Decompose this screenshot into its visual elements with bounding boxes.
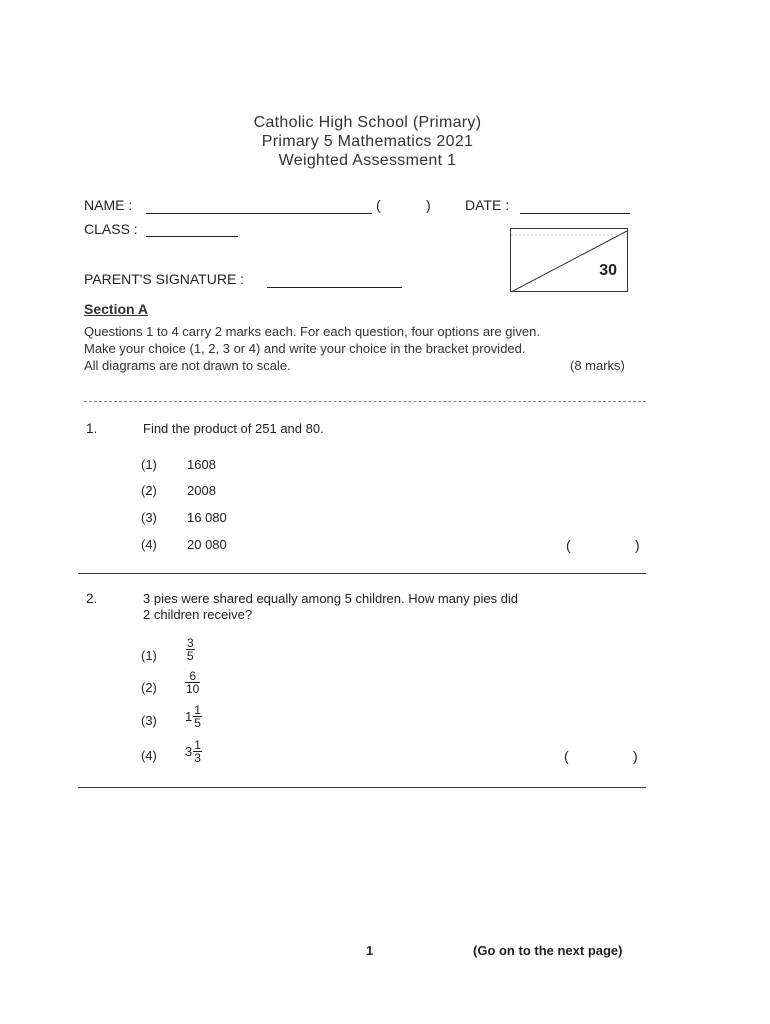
score-diagonal bbox=[511, 229, 628, 292]
option-label: (2) bbox=[141, 483, 157, 498]
option-label: (3) bbox=[141, 713, 157, 728]
fraction-denominator: 10 bbox=[186, 682, 200, 696]
option-label: (2) bbox=[141, 680, 157, 695]
fraction-numerator: 1 bbox=[194, 738, 201, 752]
assessment-title: Weighted Assessment 1 bbox=[278, 152, 457, 169]
fraction-numerator: 6 bbox=[189, 669, 197, 683]
total-marks: 30 bbox=[599, 262, 617, 279]
name-field[interactable] bbox=[146, 213, 372, 214]
question-text-line-2: 2 children receive? bbox=[143, 607, 253, 622]
class-field[interactable] bbox=[146, 236, 238, 237]
option-value: 16 080 bbox=[187, 510, 227, 525]
page-number: 1 bbox=[366, 943, 374, 958]
option-fraction bbox=[186, 637, 195, 662]
answer-bracket-open: ( bbox=[564, 748, 569, 764]
option-label: (1) bbox=[141, 648, 157, 663]
score-box bbox=[510, 228, 628, 292]
section-marks: (8 marks) bbox=[570, 358, 625, 373]
instruction-line-3: All diagrams are not drawn to scale. bbox=[84, 358, 291, 373]
instruction-line-1: Questions 1 to 4 carry 2 marks each. For each question, four options are given. bbox=[84, 324, 540, 339]
question-text-line-1: 3 pies were shared equally among 5 children. How many pies did bbox=[143, 591, 519, 606]
option-value: 1608 bbox=[187, 457, 216, 472]
class-label: CLASS : bbox=[84, 221, 138, 237]
date-label: DATE : bbox=[465, 197, 510, 213]
mixed-whole: 1 bbox=[185, 709, 193, 724]
next-page-note: (Go on to the next page) bbox=[473, 943, 623, 958]
answer-field[interactable] bbox=[578, 747, 630, 765]
option-mixed-number bbox=[185, 739, 202, 764]
answer-bracket-close: ) bbox=[635, 537, 640, 553]
school-name: Catholic High School (Primary) bbox=[253, 114, 482, 131]
fraction-denominator: 5 bbox=[194, 716, 201, 730]
option-value: 2008 bbox=[187, 483, 216, 498]
option-label: (1) bbox=[141, 457, 157, 472]
option-mixed-number bbox=[185, 704, 202, 729]
parent-signature-field[interactable] bbox=[267, 287, 402, 288]
answer-field[interactable] bbox=[580, 536, 630, 554]
option-value: 20 080 bbox=[187, 537, 227, 552]
question-number: 2. bbox=[86, 591, 98, 606]
option-label: (4) bbox=[141, 748, 157, 763]
section-divider bbox=[84, 401, 646, 402]
instruction-line-2: Make your choice (1, 2, 3 or 4) and write your choice in the bracket provided. bbox=[84, 341, 526, 356]
fraction-numerator: 1 bbox=[194, 703, 201, 717]
parent-signature-label: PARENT'S SIGNATURE : bbox=[84, 271, 245, 287]
option-label: (4) bbox=[141, 537, 157, 552]
date-field[interactable] bbox=[520, 213, 630, 214]
fraction-denominator: 5 bbox=[187, 649, 194, 663]
fraction-denominator: 3 bbox=[194, 751, 201, 765]
option-fraction bbox=[185, 670, 200, 695]
index-close-bracket: ) bbox=[426, 197, 431, 213]
fraction-numerator: 3 bbox=[187, 636, 194, 650]
index-open-bracket: ( bbox=[376, 197, 381, 213]
option-label: (3) bbox=[141, 510, 157, 525]
question-number: 1. bbox=[86, 421, 98, 436]
subject-title: Primary 5 Mathematics 2021 bbox=[261, 133, 474, 150]
answer-bracket-close: ) bbox=[633, 748, 638, 764]
answer-bracket-open: ( bbox=[566, 537, 571, 553]
section-heading: Section A bbox=[84, 301, 149, 317]
question-divider bbox=[78, 787, 646, 788]
question-text: Find the product of 251 and 80. bbox=[143, 421, 324, 436]
mixed-whole: 3 bbox=[185, 744, 193, 759]
name-label: NAME : bbox=[84, 197, 133, 213]
question-divider bbox=[78, 573, 646, 574]
